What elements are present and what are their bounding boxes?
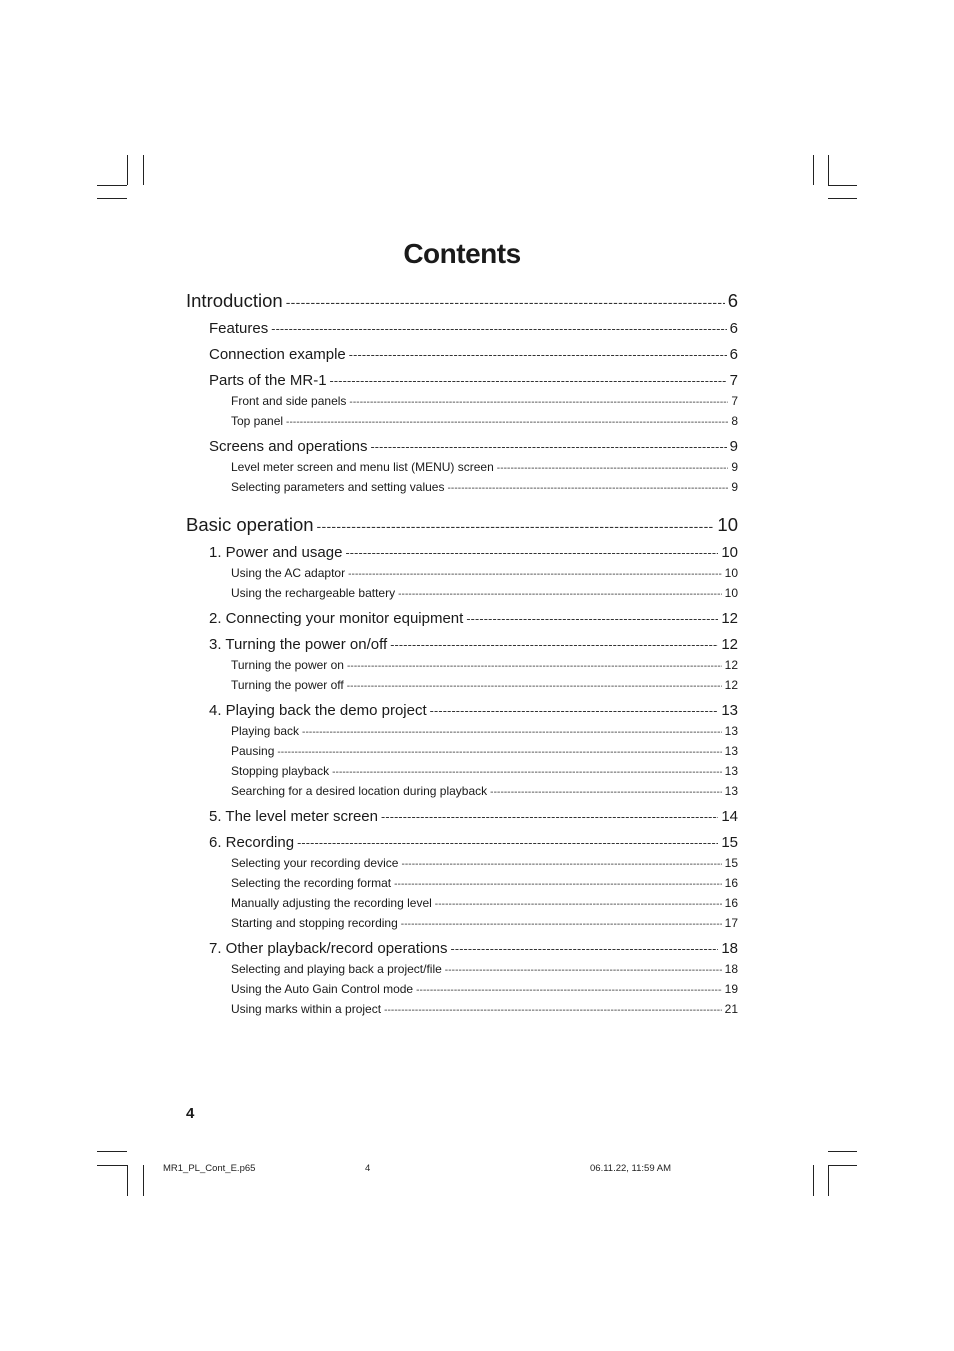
toc-subentry-title: Manually adjusting the recording level xyxy=(231,896,432,910)
toc-entry-page: 7 xyxy=(729,372,738,389)
footer-page: 4 xyxy=(365,1163,371,1174)
toc-subentry[interactable] xyxy=(186,414,738,434)
dot-leader xyxy=(445,965,722,976)
toc-section-page: 6 xyxy=(727,290,738,311)
toc-entry-page: 18 xyxy=(721,940,738,957)
dot-leader xyxy=(349,397,728,408)
dot-leader xyxy=(398,589,722,600)
toc-subentry-page: 13 xyxy=(724,724,738,738)
dot-leader xyxy=(370,440,726,454)
toc-entry-title: 6. Recording xyxy=(209,834,295,851)
dot-leader xyxy=(450,942,718,956)
dot-leader xyxy=(435,899,722,910)
toc-entry[interactable] xyxy=(186,702,738,724)
crop-mark xyxy=(97,1165,127,1166)
toc-subentry[interactable] xyxy=(186,678,738,698)
page-title: Contents xyxy=(403,238,521,269)
toc-entry-page: 9 xyxy=(729,438,738,455)
dot-leader xyxy=(416,985,722,996)
toc-entry-title: 1. Power and usage xyxy=(209,544,343,561)
toc-subentry-page: 16 xyxy=(724,896,738,910)
crop-mark xyxy=(143,155,144,185)
toc-subentry-title: Level meter screen and menu list (MENU) screen xyxy=(231,460,494,474)
dot-leader xyxy=(381,810,718,824)
toc-subentry-page: 15 xyxy=(724,856,738,870)
toc-entry[interactable] xyxy=(186,438,738,460)
toc-entry-title: Parts of the MR-1 xyxy=(209,372,327,389)
toc-subentry-page: 9 xyxy=(731,480,738,494)
toc-entry-title: 2. Connecting your monitor equipment xyxy=(209,610,464,627)
toc-subentry-page: 7 xyxy=(731,394,738,408)
crop-mark xyxy=(828,185,857,186)
footer-timestamp: 06.11.22, 11:59 AM xyxy=(590,1163,671,1174)
toc-entry[interactable] xyxy=(186,940,738,962)
toc-subentry[interactable] xyxy=(186,724,738,744)
crop-mark xyxy=(97,198,127,199)
dot-leader xyxy=(401,919,722,930)
toc-entry-title: Screens and operations xyxy=(209,438,368,455)
dot-leader xyxy=(384,1005,722,1016)
toc-subentry-page: 13 xyxy=(724,744,738,758)
toc-section[interactable] xyxy=(186,514,738,540)
crop-mark xyxy=(828,155,829,185)
dot-leader xyxy=(348,569,722,580)
toc-subentry-page: 16 xyxy=(724,876,738,890)
toc-subentry[interactable] xyxy=(186,566,738,586)
dot-leader xyxy=(497,463,729,474)
dot-leader xyxy=(286,417,728,428)
toc-entry-title: Connection example xyxy=(209,346,346,363)
toc-subentry-page: 13 xyxy=(724,764,738,778)
toc-subentry-title: Selecting and playing back a project/file xyxy=(231,962,442,976)
toc-entry[interactable] xyxy=(186,320,738,342)
toc-subentry-page: 13 xyxy=(724,784,738,798)
toc-entry-title: Features xyxy=(209,320,269,337)
toc-subentry-title: Searching for a desired location during playback xyxy=(231,784,488,798)
toc-entry[interactable] xyxy=(186,808,738,830)
dot-leader xyxy=(277,747,721,758)
toc-subentry-title: Using marks within a project xyxy=(231,1002,382,1016)
toc-entry-title: 3. Turning the power on/off xyxy=(209,636,388,653)
toc-subentry-page: 10 xyxy=(724,586,738,600)
toc-subentry-page: 8 xyxy=(731,414,738,428)
toc-subentry-title: Using the AC adaptor xyxy=(231,566,346,580)
toc-entry-page: 6 xyxy=(729,320,738,337)
toc-subentry[interactable] xyxy=(186,658,738,678)
toc-entry-page: 15 xyxy=(721,834,738,851)
toc-subentry-title: Pausing xyxy=(231,744,275,758)
toc-subentry-title: Using the rechargeable battery xyxy=(231,586,396,600)
footer-filename: MR1_PL_Cont_E.p65 xyxy=(163,1163,256,1174)
table-of-contents xyxy=(186,290,738,1022)
dot-leader xyxy=(390,638,718,652)
toc-entry-page: 13 xyxy=(721,702,738,719)
toc-subentry[interactable] xyxy=(186,394,738,414)
dot-leader xyxy=(317,518,715,534)
toc-entry-page: 14 xyxy=(721,808,738,825)
page-number: 4 xyxy=(186,1105,195,1122)
toc-subentry[interactable] xyxy=(186,744,738,764)
crop-mark xyxy=(127,155,128,185)
toc-subentry-title: Playing back xyxy=(231,724,300,738)
toc-subentry[interactable] xyxy=(186,982,738,1002)
crop-mark xyxy=(127,1165,128,1196)
dot-leader xyxy=(401,859,721,870)
toc-entry-page: 12 xyxy=(721,610,738,627)
toc-subentry[interactable] xyxy=(186,764,738,784)
toc-subentry[interactable] xyxy=(186,480,738,500)
dot-leader xyxy=(330,374,727,388)
toc-subentry-title: Front and side panels xyxy=(231,394,347,408)
crop-mark xyxy=(828,1165,829,1196)
crop-mark xyxy=(828,1165,857,1166)
toc-entry-title: 4. Playing back the demo project xyxy=(209,702,427,719)
dot-leader xyxy=(490,787,721,798)
toc-entry[interactable] xyxy=(186,544,738,566)
dot-leader xyxy=(447,483,728,494)
dot-leader xyxy=(302,727,722,738)
toc-subentry[interactable] xyxy=(186,962,738,982)
toc-entry[interactable] xyxy=(186,834,738,856)
crop-mark xyxy=(143,1165,144,1196)
toc-subentry[interactable] xyxy=(186,876,738,896)
toc-subentry-title: Top panel xyxy=(231,414,284,428)
crop-mark xyxy=(813,1165,814,1196)
toc-section[interactable] xyxy=(186,290,738,316)
dot-leader xyxy=(297,836,718,850)
toc-entry[interactable] xyxy=(186,636,738,658)
crop-mark xyxy=(97,1151,127,1152)
toc-subentry-page: 17 xyxy=(724,916,738,930)
dot-leader xyxy=(349,348,727,362)
dot-leader xyxy=(466,612,718,626)
crop-mark xyxy=(828,1151,857,1152)
toc-section-title: Basic operation xyxy=(186,514,314,535)
toc-subentry-title: Turning the power off xyxy=(231,678,344,692)
dot-leader xyxy=(345,546,718,560)
toc-subentry-title: Selecting your recording device xyxy=(231,856,399,870)
crop-mark xyxy=(828,198,857,199)
toc-subentry-page: 21 xyxy=(724,1002,738,1016)
toc-subentry[interactable] xyxy=(186,1002,738,1022)
crop-mark xyxy=(813,155,814,185)
toc-entry-page: 6 xyxy=(729,346,738,363)
toc-subentry[interactable] xyxy=(186,896,738,916)
dot-leader xyxy=(286,294,725,310)
toc-subentry-page: 9 xyxy=(731,460,738,474)
toc-subentry-title: Selecting the recording format xyxy=(231,876,392,890)
toc-section-title: Introduction xyxy=(186,290,283,311)
dot-leader xyxy=(332,767,722,778)
toc-entry-title: 5. The level meter screen xyxy=(209,808,378,825)
dot-leader xyxy=(347,661,722,672)
toc-subentry[interactable] xyxy=(186,586,738,606)
toc-subentry[interactable] xyxy=(186,784,738,804)
crop-mark xyxy=(97,185,127,186)
toc-subentry-page: 19 xyxy=(724,982,738,996)
toc-subentry-title: Starting and stopping recording xyxy=(231,916,398,930)
toc-subentry[interactable] xyxy=(186,460,738,480)
toc-entry[interactable] xyxy=(186,610,738,632)
dot-leader xyxy=(394,879,722,890)
toc-entry[interactable] xyxy=(186,372,738,394)
toc-subentry-title: Turning the power on xyxy=(231,658,344,672)
toc-section-page: 10 xyxy=(717,514,738,535)
toc-entry-title: 7. Other playback/record operations xyxy=(209,940,448,957)
toc-subentry-page: 10 xyxy=(724,566,738,580)
toc-subentry-page: 12 xyxy=(724,658,738,672)
toc-subentry-title: Using the Auto Gain Control mode xyxy=(231,982,414,996)
toc-subentry[interactable] xyxy=(186,916,738,936)
toc-entry-page: 12 xyxy=(721,636,738,653)
dot-leader xyxy=(271,322,726,336)
toc-subentry-page: 12 xyxy=(724,678,738,692)
toc-entry-page: 10 xyxy=(721,544,738,561)
toc-subentry-title: Stopping playback xyxy=(231,764,330,778)
dot-leader xyxy=(430,704,719,718)
dot-leader xyxy=(347,681,722,692)
toc-entry[interactable] xyxy=(186,346,738,368)
toc-subentry-page: 18 xyxy=(724,962,738,976)
toc-subentry[interactable] xyxy=(186,856,738,876)
toc-subentry-title: Selecting parameters and setting values xyxy=(231,480,445,494)
